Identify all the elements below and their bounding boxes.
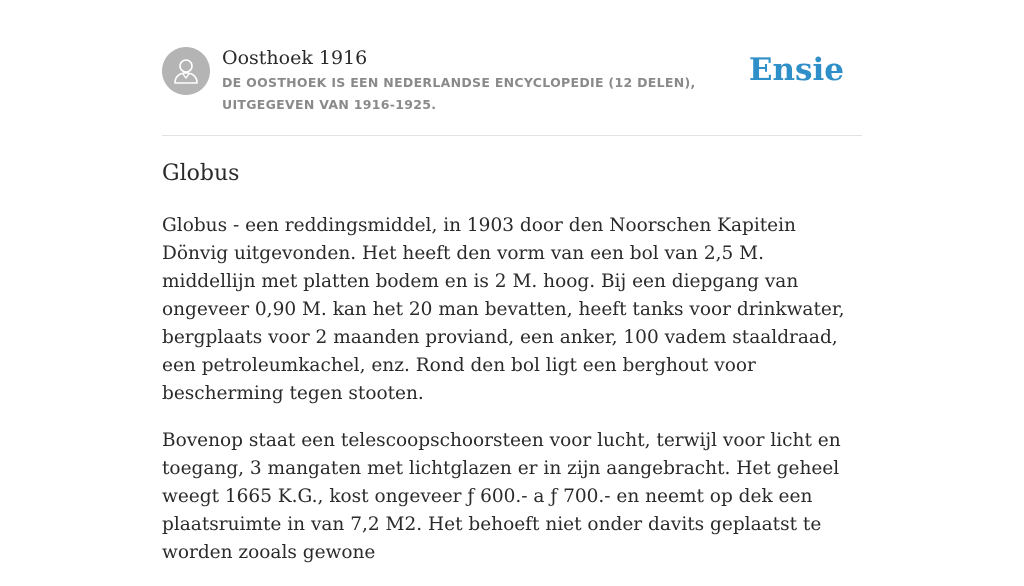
user-icon <box>173 57 199 85</box>
article-paragraph: Bovenop staat een telescoopschoorsteen voor lucht, terwijl voor licht en toegang, 3 mangaten met lichtglazen er in zijn aangebracht. Het geheel weegt 1665 K.G., kost ongeveer ƒ 600.- a ƒ 700.- en neemt op dek een plaatsruimte in van 7,2 M2. Het behoeft niet onder davits geplaatst te worden zooals gewone <box>162 430 841 563</box>
header-divider <box>162 135 862 136</box>
article-paragraph: Globus - een reddingsmiddel, in 1903 door den Noorschen Kapitein Dönvig uitgevonden. Het heeft den vorm van een bol van 2,5 M. middellijn met platten bodem en is 2 M. hoog. Bij een diepgang van ongeveer 0,90 M. kan het 20 man bevatten, heeft tanks voor drinkwater, bergplaats voor 2 maanden proviand, een anker, 100 vadem staaldraad, een petroleumkachel, enz. Rond den bol ligt een berghout voor bescherming tegen stooten. <box>162 215 845 404</box>
article-body <box>162 212 862 586</box>
source-header <box>162 46 862 116</box>
source-avatar[interactable] <box>162 47 210 95</box>
source-description: DE OOSTHOEK IS EEN NEDERLANDSE ENCYCLOPEDIE (12 DELEN), UITGEGEVEN VAN 1916-1925. <box>222 75 696 112</box>
article-title: Globus <box>162 161 240 186</box>
ensie-logo[interactable]: Ensie <box>748 52 844 88</box>
source-title[interactable]: Oosthoek 1916 <box>222 47 368 69</box>
